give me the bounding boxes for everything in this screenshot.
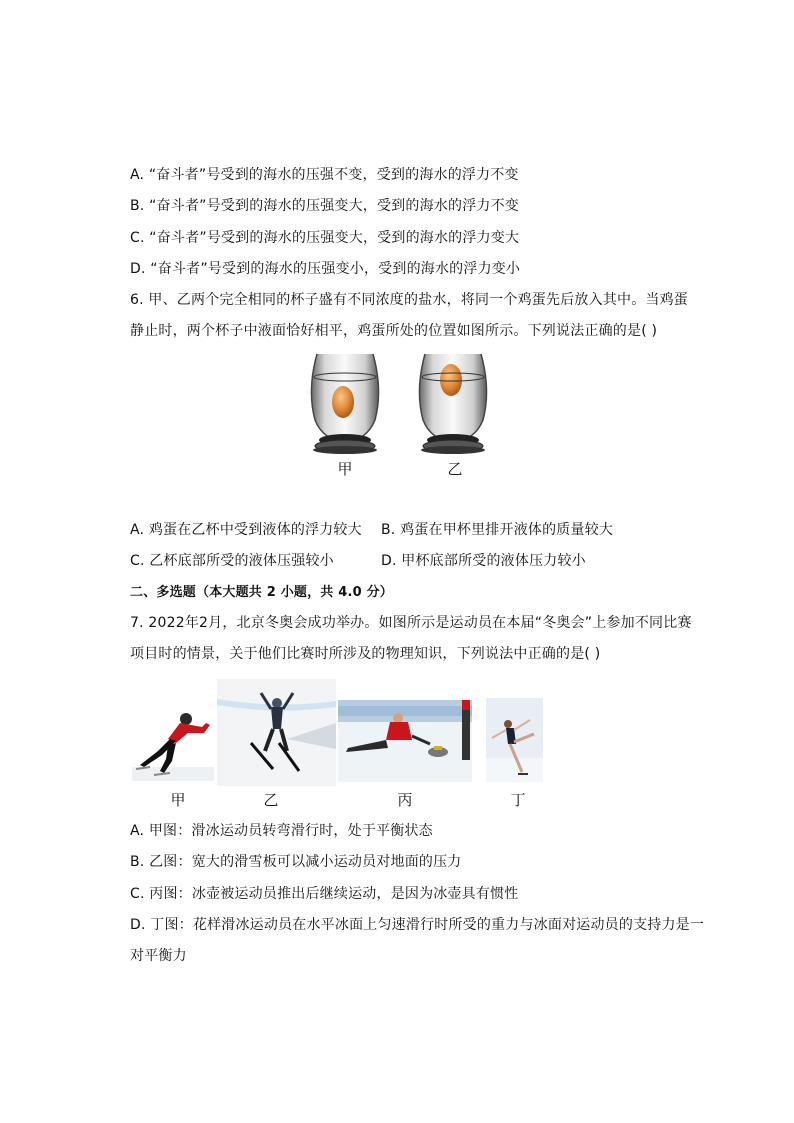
q6-option-c: C. 乙杯底部所受的液体压强较小 [130,553,334,569]
q7-option-d-continued: 对平衡力 [130,948,187,964]
q5-option-b: B. “奋斗者”号受到的海水的压强变大，受到的海水的浮力不变 [130,198,520,214]
photo-figure-skater [486,698,543,782]
q5-option-c: C. “奋斗者”号受到的海水的压强变大，受到的海水的浮力变大 [130,230,520,246]
q7-stem-line1: 7. 2022年2月，北京冬奥会成功举办。如图所示是运动员在本届“冬奥会”上参加不同比赛 [130,615,692,631]
q7-option-d: D. 丁图：花样滑冰运动员在水平冰面上匀速滑行时所受的重力与冰面对运动员的支持力是一 [130,917,705,933]
q6-option-a: A. 鸡蛋在乙杯中受到液体的浮力较大 [130,522,362,538]
q7-caption-bing: 丙 [397,791,413,809]
q6-option-d: D. 甲杯底部所受的液体压力较小 [381,553,586,569]
q7-option-c: C. 丙图：冰壶被运动员推出后继续运动，是因为冰壶具有惯性 [130,886,519,902]
q7-option-b: B. 乙图：宽大的滑雪板可以减小运动员对地面的压力 [130,854,462,870]
q6-option-b: B. 鸡蛋在甲杯里排开液体的质量较大 [381,522,614,538]
egg-jia [332,386,354,418]
photo-curling [338,700,472,782]
q6-caption-yi: 乙 [447,460,463,478]
glass-yi-figure [413,350,493,455]
q5-option-a: A. “奋斗者”号受到的海水的压强不变，受到的海水的浮力不变 [130,167,519,183]
q7-option-a: A. 甲图：滑冰运动员转弯滑行时，处于平衡状态 [130,823,433,839]
egg-yi [440,364,462,396]
section-heading-multiple-choice: 二、多选题（本大题共 2 小题，共 4.0 分） [130,585,393,600]
q5-option-d: D. “奋斗者”号受到的海水的压强变小，受到的海水的浮力变小 [130,261,521,277]
q6-stem-line1: 6. 甲、乙两个完全相同的杯子盛有不同浓度的盐水，将同一个鸡蛋先后放入其中。当鸡蛋 [130,292,689,308]
q7-stem-line2: 项目时的情景，关于他们比赛时所涉及的物理知识，下列说法中正确的是( ) [130,646,601,662]
q6-caption-jia: 甲 [337,460,353,478]
q7-caption-yi: 乙 [263,791,279,809]
glass-jia-figure [305,350,385,455]
photo-speed-skater [132,705,214,781]
q7-caption-jia: 甲 [170,791,186,809]
photo-freestyle-skier [217,679,336,786]
q7-caption-ding: 丁 [510,791,526,809]
q6-stem-line2: 静止时，两个杯子中液面恰好相平，鸡蛋所处的位置如图所示。下列说法正确的是( ) [130,323,658,339]
